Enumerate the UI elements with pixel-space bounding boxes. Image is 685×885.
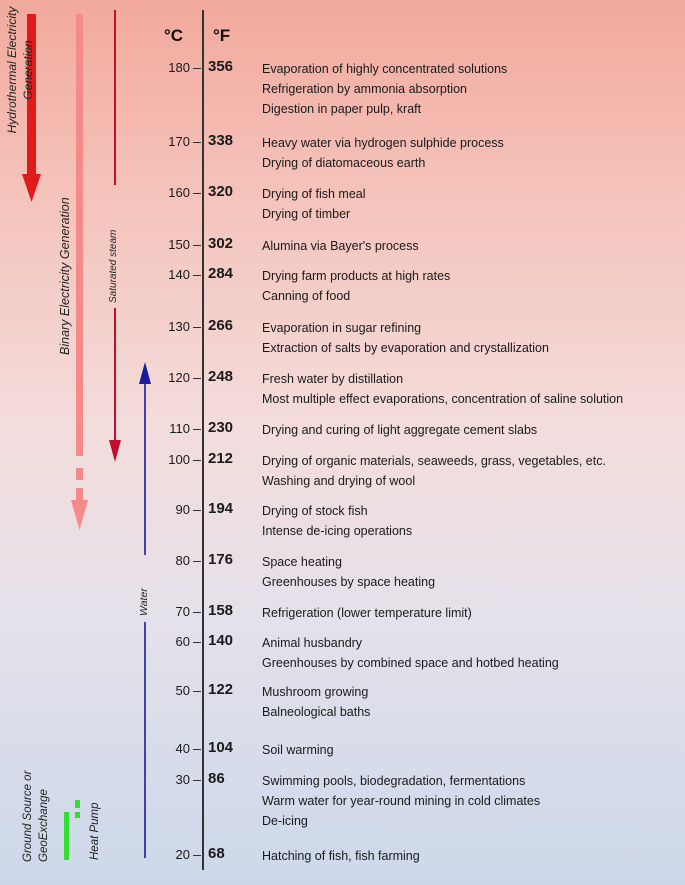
application-entry bbox=[262, 420, 537, 440]
fahrenheit-tick-label: 230 bbox=[208, 419, 234, 436]
fahrenheit-tick-label: 248 bbox=[208, 368, 234, 385]
tick-mark bbox=[193, 642, 201, 643]
application-line: Digestion in paper pulp, kraft bbox=[262, 102, 422, 116]
tick-mark bbox=[193, 612, 201, 613]
application-line: Space heating bbox=[262, 555, 342, 569]
tick-mark bbox=[193, 68, 201, 69]
fahrenheit-tick-label: 284 bbox=[208, 265, 234, 282]
celsius-tick-label: 130 bbox=[168, 319, 190, 334]
hydrothermal-label bbox=[4, 0, 36, 140]
celsius-header: °C bbox=[164, 26, 184, 45]
celsius-tick-label: 70 bbox=[175, 604, 190, 619]
fahrenheit-tick-label: 338 bbox=[208, 132, 234, 149]
binary-label: Binary Electricity Generation bbox=[58, 197, 72, 355]
tick-mark bbox=[193, 429, 201, 430]
application-line: Mushroom growing bbox=[262, 685, 369, 699]
heat-pump-label: Heat Pump bbox=[89, 802, 101, 860]
application-entry bbox=[262, 59, 507, 119]
application-entry bbox=[262, 236, 419, 256]
application-entry bbox=[262, 633, 559, 673]
tick-mark bbox=[193, 780, 201, 781]
application-line: Warm water for year-round mining in cold climates bbox=[262, 794, 541, 808]
tick-mark bbox=[193, 460, 201, 461]
heat-pump-bar-dash2 bbox=[75, 812, 80, 818]
fahrenheit-tick-label: 194 bbox=[208, 500, 234, 517]
application-line: Evaporation of highly concentrated solutions bbox=[262, 62, 508, 76]
application-line: Drying of stock fish bbox=[262, 504, 368, 518]
fahrenheit-tick-label: 212 bbox=[208, 450, 234, 467]
application-line: Greenhouses by space heating bbox=[262, 575, 436, 589]
application-entry bbox=[262, 369, 623, 409]
fahrenheit-tick-label: 302 bbox=[208, 235, 234, 252]
application-line: Drying farm products at high rates bbox=[262, 269, 451, 283]
application-line: Hatching of fish, fish farming bbox=[262, 849, 420, 863]
celsius-tick-label: 100 bbox=[168, 452, 190, 467]
celsius-tick-label: 50 bbox=[175, 683, 190, 698]
fahrenheit-tick-label: 176 bbox=[208, 551, 234, 568]
application-entry bbox=[262, 318, 549, 358]
application-entry bbox=[262, 603, 472, 623]
tick-mark bbox=[193, 193, 201, 194]
water-arrow-head bbox=[139, 362, 151, 384]
tick-mark bbox=[193, 855, 201, 856]
tick-mark bbox=[193, 510, 201, 511]
fahrenheit-tick-label: 356 bbox=[208, 58, 234, 75]
tick-mark bbox=[193, 378, 201, 379]
fahrenheit-tick-label: 122 bbox=[208, 681, 234, 698]
application-line: Swimming pools, biodegradation, fermentations bbox=[262, 774, 526, 788]
temperature-axis bbox=[202, 10, 204, 870]
application-entry bbox=[262, 771, 540, 831]
tick-mark bbox=[193, 142, 201, 143]
application-line: Drying of fish meal bbox=[262, 187, 366, 201]
celsius-tick-label: 20 bbox=[175, 847, 190, 862]
hydrothermal-arrow-head bbox=[22, 174, 41, 202]
binary-arrow-dash2 bbox=[76, 488, 83, 502]
binary-arrow-bar bbox=[76, 14, 83, 456]
application-entry bbox=[262, 740, 334, 760]
application-entry bbox=[262, 266, 450, 306]
application-entry bbox=[262, 451, 606, 491]
heat-pump-bar-long bbox=[64, 812, 69, 860]
tick-mark bbox=[193, 561, 201, 562]
application-entry bbox=[262, 133, 504, 173]
application-line: Drying and curing of light aggregate cement slabs bbox=[262, 423, 538, 437]
application-entry bbox=[262, 184, 366, 224]
application-line: Soil warming bbox=[262, 743, 334, 757]
application-line: Refrigeration (lower temperature limit) bbox=[262, 606, 472, 620]
application-entry bbox=[262, 682, 370, 722]
tick-mark bbox=[193, 749, 201, 750]
hydrothermal-label-line2: Generation bbox=[21, 40, 35, 100]
application-line: Drying of organic materials, seaweeds, grass, vegetables, etc. bbox=[262, 454, 606, 468]
application-line: Evaporation in sugar refining bbox=[262, 321, 422, 335]
application-line: Intense de-icing operations bbox=[262, 524, 413, 538]
application-line: Fresh water by distillation bbox=[262, 372, 404, 386]
celsius-tick-label: 150 bbox=[168, 237, 190, 252]
celsius-tick-label: 40 bbox=[175, 741, 190, 756]
tick-mark bbox=[193, 275, 201, 276]
celsius-tick-label: 90 bbox=[175, 502, 190, 517]
application-line: Animal husbandry bbox=[262, 636, 363, 650]
celsius-tick-label: 160 bbox=[168, 185, 190, 200]
application-line: Balneological baths bbox=[262, 705, 371, 719]
application-line: Drying of timber bbox=[262, 207, 351, 221]
ground-source-line1: Ground Source or bbox=[22, 770, 34, 862]
heat-pump-bar-dash1 bbox=[75, 800, 80, 808]
fahrenheit-tick-label: 86 bbox=[208, 770, 225, 787]
application-line: Heavy water via hydrogen sulphide process bbox=[262, 136, 504, 150]
fahrenheit-tick-label: 140 bbox=[208, 632, 234, 649]
saturated-steam-arrow-head bbox=[109, 440, 121, 462]
celsius-tick-label: 60 bbox=[175, 634, 190, 649]
celsius-tick-label: 110 bbox=[169, 421, 190, 436]
celsius-tick-label: 180 bbox=[168, 60, 190, 75]
tick-mark bbox=[193, 327, 201, 328]
celsius-tick-label: 30 bbox=[175, 772, 190, 787]
fahrenheit-tick-label: 266 bbox=[208, 317, 234, 334]
fahrenheit-tick-label: 320 bbox=[208, 183, 234, 200]
application-line: De-icing bbox=[262, 814, 308, 828]
binary-arrow-dash1 bbox=[76, 468, 83, 480]
celsius-tick-label: 170 bbox=[168, 134, 190, 149]
binary-arrow-head bbox=[71, 500, 88, 530]
water-label: Water bbox=[138, 588, 150, 616]
application-line: Washing and drying of wool bbox=[262, 474, 416, 488]
celsius-tick-label: 80 bbox=[175, 553, 190, 568]
tick-mark bbox=[193, 691, 201, 692]
fahrenheit-tick-label: 68 bbox=[208, 845, 225, 862]
celsius-tick-label: 120 bbox=[168, 370, 190, 385]
tick-mark bbox=[193, 245, 201, 246]
application-line: Extraction of salts by evaporation and crystallization bbox=[262, 341, 549, 355]
fahrenheit-tick-label: 104 bbox=[208, 739, 234, 756]
application-line: Canning of food bbox=[262, 289, 351, 303]
saturated-steam-label: Saturated steam bbox=[108, 229, 119, 303]
application-line: Drying of diatomaceous earth bbox=[262, 156, 426, 170]
application-entry bbox=[262, 501, 412, 541]
fahrenheit-header: °F bbox=[213, 26, 231, 45]
application-line: Greenhouses by combined space and hotbed heating bbox=[262, 656, 559, 670]
application-line: Most multiple effect evaporations, concentration of saline solution bbox=[262, 392, 624, 406]
ground-source-line2: GeoExchange bbox=[38, 789, 50, 862]
application-entry bbox=[262, 846, 420, 866]
celsius-tick-label: 140 bbox=[168, 267, 190, 282]
hydrothermal-label-line1: Hydrothermal Electricity bbox=[5, 6, 19, 134]
application-line: Refrigeration by ammonia absorption bbox=[262, 82, 467, 96]
ground-source-label bbox=[20, 752, 52, 862]
application-line: Alumina via Bayer's process bbox=[262, 239, 419, 253]
fahrenheit-tick-label: 158 bbox=[208, 602, 234, 619]
application-entry bbox=[262, 552, 435, 592]
